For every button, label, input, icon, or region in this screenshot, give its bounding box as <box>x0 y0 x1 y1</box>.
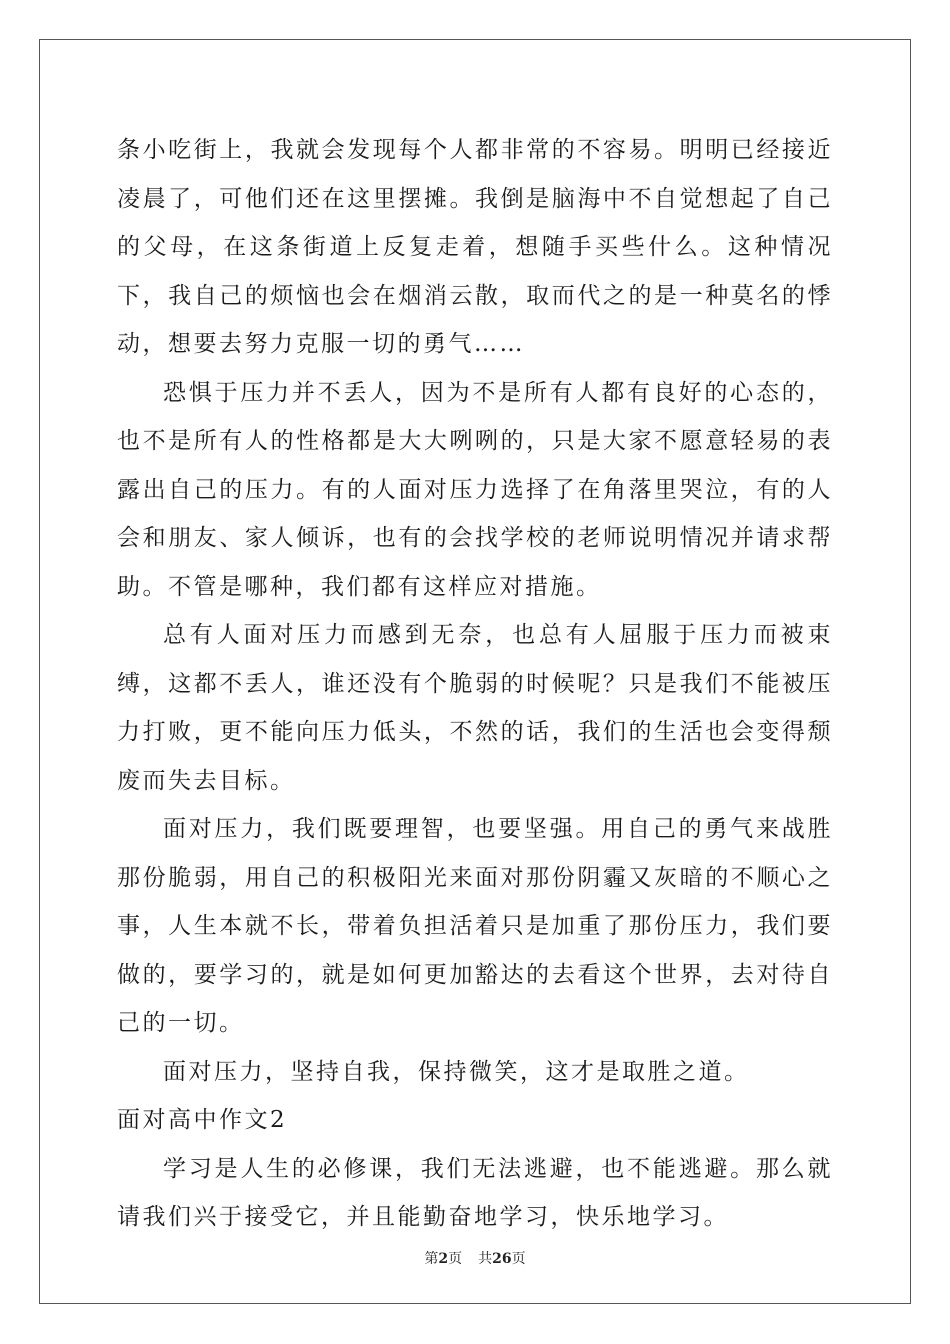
paragraph-4: 面对压力，我们既要理智，也要坚强。用自己的勇气来战胜那份脆弱，用自己的积极阳光来面对那份阴霾又灰暗的不顺心之事，人生本就不长，带着负担活着只是加重了那份压力，我们要做的，要学习的，就是如何更加豁达的去看这个世界，去对待自己的一切。 <box>117 816 833 1036</box>
page-number: 2 <box>438 1251 449 1267</box>
section-heading: 面对高中作文2 <box>117 1107 288 1133</box>
page-prefix: 第 <box>424 1251 439 1267</box>
page-suffix: 页 <box>448 1251 463 1267</box>
paragraph-2: 恐惧于压力并不丢人，因为不是所有人都有良好的心态的，也不是所有人的性格都是大大咧咧的，只是大家不愿意轻易的表露出自己的压力。有的人面对压力选择了在角落里哭泣，有的人会和朋友、家人倾诉，也有的会找学校的老师说明情况并请求帮助。不管是哪种，我们都有这样应对措施。 <box>117 379 833 600</box>
paragraph-6: 学习是人生的必修课，我们无法逃避，也不能逃避。那么就请我们兴于接受它，并且能勤奋地学习，快乐地学习。 <box>117 1155 833 1230</box>
total-suffix: 页 <box>511 1251 526 1267</box>
paragraph-5: 面对压力，坚持自我，保持微笑，这才是取胜之道。 <box>163 1058 750 1085</box>
document-body <box>117 126 833 1242</box>
paragraph-1: 条小吃街上，我就会发现每个人都非常的不容易。明明已经接近凌晨了，可他们还在这里摆摊。我倒是脑海中不自觉想起了自己的父母，在这条街道上反复走着，想随手买些什么。这种情况下，我自己的烦恼也会在烟消云散，取而代之的是一种莫名的悸动，想要去努力克服一切的勇气…… <box>117 137 833 357</box>
page-footer <box>0 1248 950 1268</box>
paragraph-3: 总有人面对压力而感到无奈，也总有人屈服于压力而被束缚，这都不丢人，谁还没有个脆弱的时候呢？只是我们不能被压力打败，更不能向压力低头，不然的话，我们的生活也会变得颓废而失去目标。 <box>117 622 833 794</box>
total-prefix: 共 <box>478 1251 493 1267</box>
total-pages: 26 <box>492 1251 512 1267</box>
